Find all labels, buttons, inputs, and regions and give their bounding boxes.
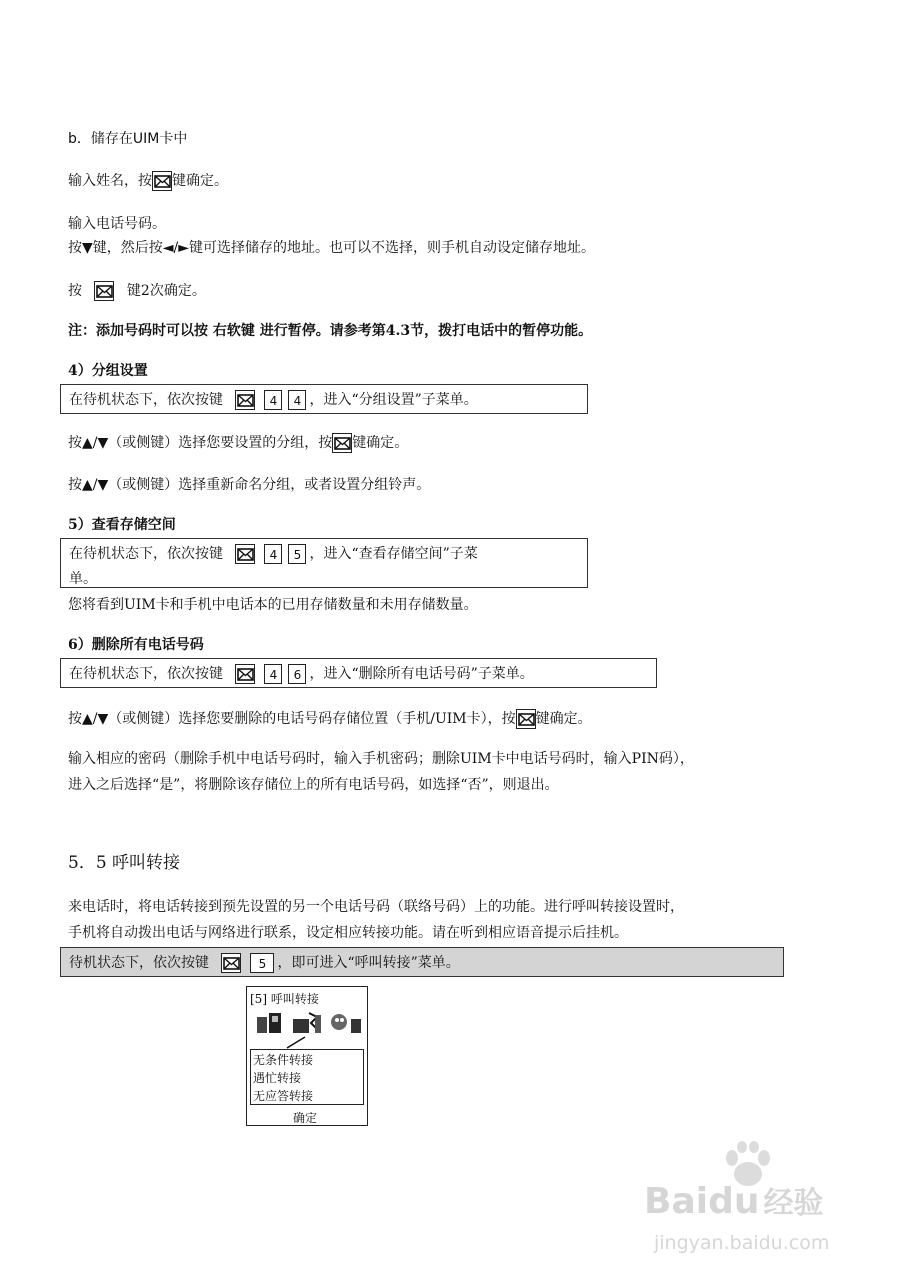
digit-key: 4 — [288, 390, 306, 410]
digit-key: 5 — [250, 953, 274, 973]
envelope-key-icon — [235, 664, 255, 684]
b-line-1: 输入姓名，按 键确定。 — [68, 173, 228, 189]
watermark-cn: 经验 — [763, 1186, 824, 1221]
phone-screen — [246, 986, 368, 1126]
softkey-confirm: 确定 — [293, 1111, 318, 1125]
digit-key: 5 — [288, 544, 306, 564]
envelope-key-icon — [235, 390, 255, 410]
section-6-instruction-box: 在待机状态下，依次按键 4 6 ，进入“删除所有电话号码”子菜单。 — [60, 658, 657, 688]
section-4-para-2: 按▲/▼（或侧键）选择重新命名分组，或者设置分组铃声。 — [68, 477, 431, 493]
envelope-key-icon — [516, 709, 536, 729]
section-6-para-2-line-2: 进入之后选择“是”，将删除该存储位上的所有电话号码，如选择“否”，则退出。 — [68, 777, 559, 793]
menu-item: 无应答转接 — [253, 1089, 314, 1103]
section-4-instruction-box: 在待机状态下，依次按键 4 4 ，进入“分组设置”子菜单。 — [60, 384, 588, 414]
phone-menu-list — [250, 1049, 364, 1105]
section-4-para-1: 按▲/▼（或侧键）选择您要设置的分组，按 键确定。 — [68, 435, 409, 451]
section-5-5-title: 5．5 呼叫转接 — [68, 853, 181, 873]
section-6-para-2-line-1: 输入相应的密码（删除手机中电话号码时，输入手机密码；删除UIM卡中电话号码时，输入PIN码）， — [68, 751, 694, 767]
digit-key: 4 — [264, 544, 282, 564]
section-b-title: b．储存在UIM卡中 — [68, 131, 188, 147]
envelope-key-icon — [152, 171, 172, 191]
note: 注：添加号码时可以按 右软键 进行暂停。请参考第4.3节，拨打电话中的暂停功能。 — [68, 323, 593, 339]
digit-key: 4 — [264, 664, 282, 684]
baidu-watermark — [632, 1140, 872, 1270]
watermark-url: jingyan.baidu.com — [654, 1232, 830, 1254]
envelope-key-icon — [221, 953, 241, 973]
menu-item: 无条件转接 — [253, 1053, 314, 1067]
b-line-3: 按▼键，然后按◄/►键可选择储存的地址。也可以不选择，则手机自动设定储存地址。 — [68, 240, 596, 256]
section-5-title: 5）查看存储空间 — [68, 517, 176, 533]
phone-screen-header: [5] 呼叫转接 — [250, 992, 319, 1006]
b-line-2: 输入电话号码。 — [68, 216, 166, 232]
envelope-key-icon — [332, 433, 352, 453]
watermark-brand: Bai — [644, 1181, 709, 1222]
b-line-4: 按 键2次确定。 — [68, 283, 206, 299]
section-6-para-1: 按▲/▼（或侧键）选择您要删除的电话号码存储位置（手机/UIM卡），按 键确定。 — [68, 711, 592, 727]
section-4-title: 4）分组设置 — [68, 363, 148, 379]
section-5-5-instruction-box: 待机状态下，依次按键 5 ，即可进入“呼叫转接”菜单。 — [60, 947, 784, 977]
watermark-brand-2: du — [708, 1181, 760, 1222]
section-5-5-para-line-1: 来电话时，将电话转接到预先设置的另一个电话号码（联络号码）上的功能。进行呼叫转接设置时， — [68, 899, 684, 915]
envelope-key-icon — [94, 281, 114, 301]
envelope-key-icon — [235, 544, 255, 564]
section-5-para-1: 您将看到UIM卡和手机中电话本的已用存储数量和未用存储数量。 — [68, 597, 478, 613]
section-6-title: 6）删除所有电话号码 — [68, 637, 204, 653]
phone-menu-icons — [255, 1009, 365, 1037]
menu-item: 遇忙转接 — [253, 1071, 302, 1085]
section-5-instruction-box: 在待机状态下，依次按键 4 5 ，进入“查看存储空间”子菜 单。 — [60, 538, 588, 588]
digit-key: 6 — [288, 664, 306, 684]
section-5-5-para-line-2: 手机将自动拨出电话与网络进行联系，设定相应转接功能。请在听到相应语音提示后挂机。 — [68, 925, 628, 941]
digit-key: 4 — [264, 390, 282, 410]
